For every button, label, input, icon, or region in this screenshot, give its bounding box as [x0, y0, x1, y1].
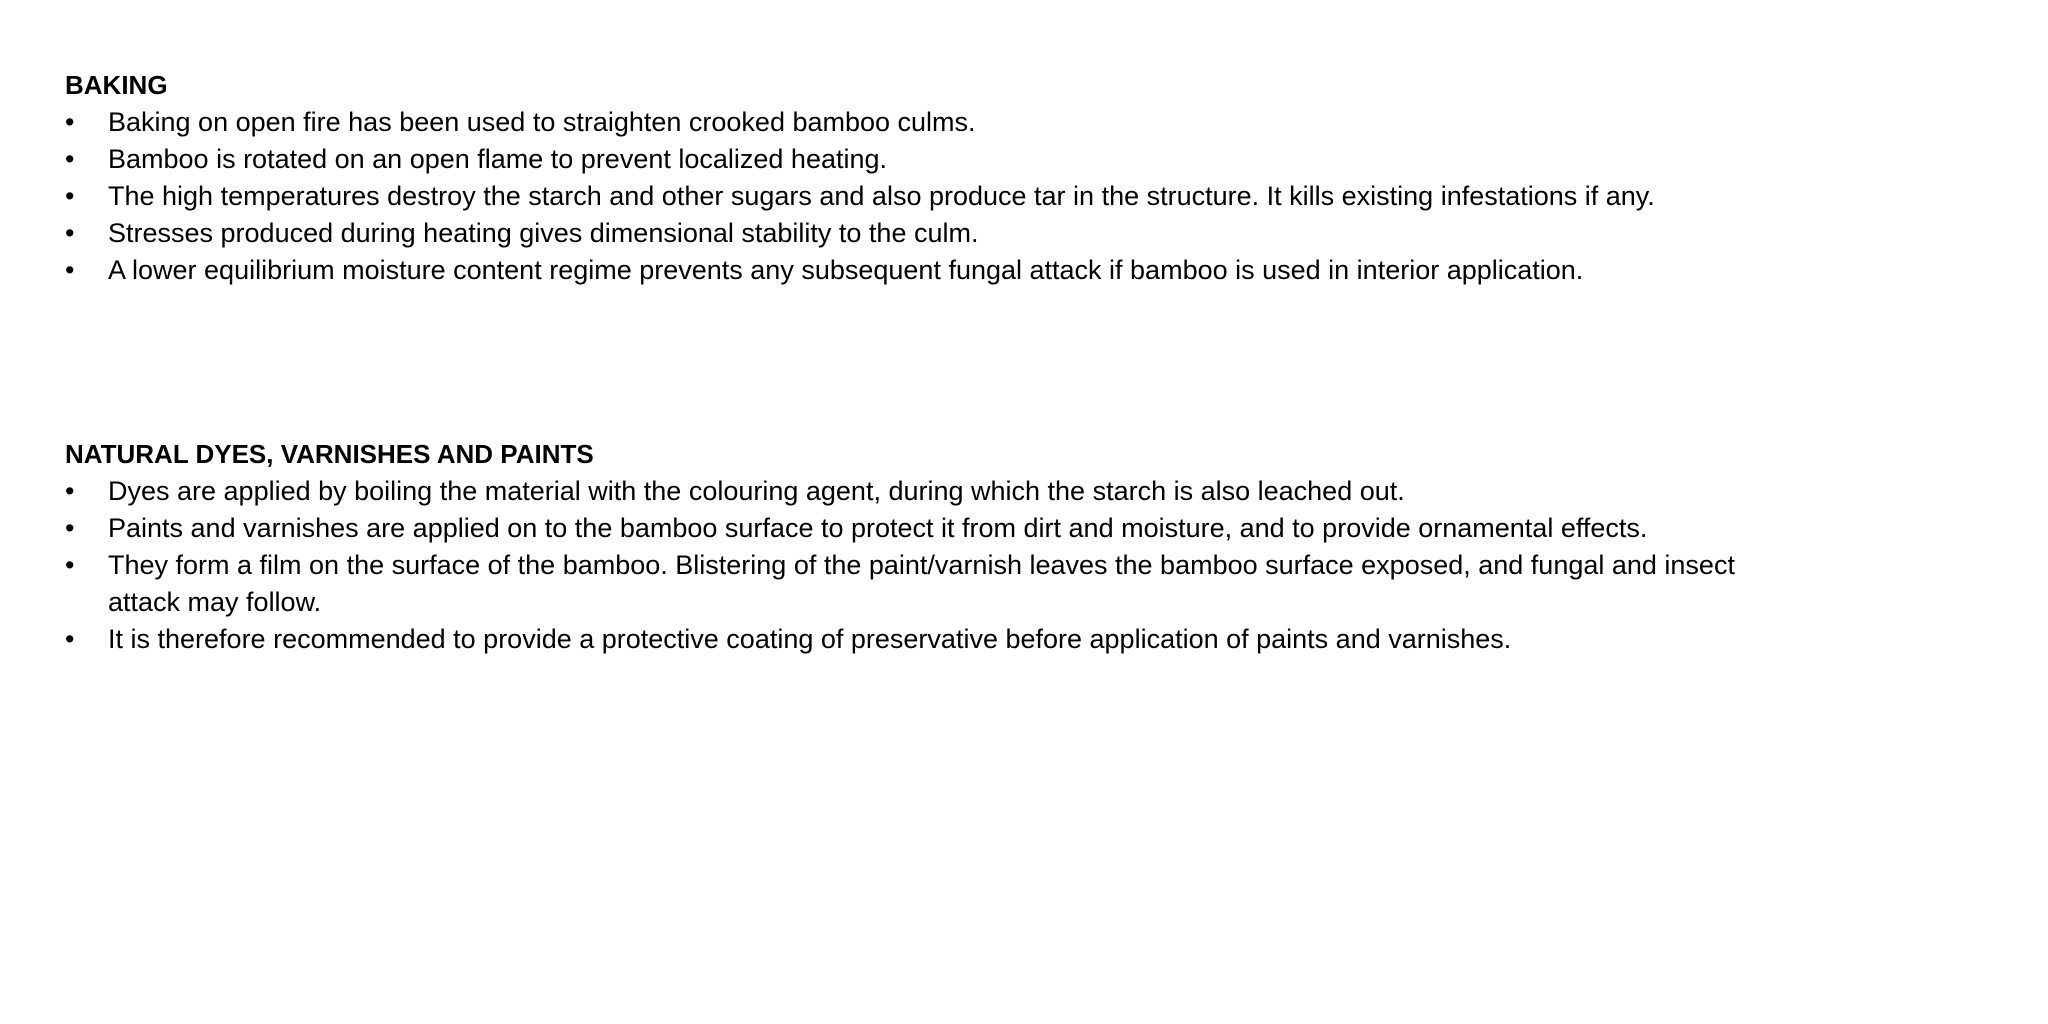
list-item [65, 510, 1785, 547]
dyes-section [65, 436, 1785, 658]
bullet-marker: • [65, 218, 75, 248]
dyes-heading: NATURAL DYES, VARNISHES AND PAINTS [65, 439, 594, 469]
list-item-text: Stresses produced during heating gives dimensional stability to the culm. [108, 218, 979, 248]
baking-section [65, 67, 1785, 289]
list-item-text: It is therefore recommended to provide a protective coating of preservative before application of paints and varnishes. [108, 624, 1512, 654]
bullet-marker: • [65, 624, 75, 654]
list-item-text: They form a film on the surface of the bamboo. Blistering of the paint/varnish leaves the bamboo surface exposed, and fungal and insect attack may follow. [108, 550, 1735, 617]
bullet-marker: • [65, 550, 75, 580]
bullet-marker: • [65, 255, 75, 285]
bullet-marker: • [65, 181, 75, 211]
list-item [65, 547, 1785, 621]
list-item-text: Dyes are applied by boiling the material with the colouring agent, during which the starch is also leached out. [108, 476, 1405, 506]
bullet-marker: • [65, 107, 75, 137]
list-item [65, 215, 1785, 252]
list-item-text: Paints and varnishes are applied on to the bamboo surface to protect it from dirt and moisture, and to provide ornamental effects. [108, 513, 1648, 543]
list-item [65, 621, 1785, 658]
list-item-text: A lower equilibrium moisture content regime prevents any subsequent fungal attack if bamboo is used in interior application. [108, 255, 1584, 285]
baking-bullet-list [65, 104, 1785, 289]
dyes-bullet-list [65, 473, 1785, 658]
bullet-marker: • [65, 513, 75, 543]
bullet-marker: • [65, 476, 75, 506]
list-item [65, 141, 1785, 178]
list-item-text: Bamboo is rotated on an open flame to prevent localized heating. [108, 144, 888, 174]
baking-heading: BAKING [65, 70, 168, 100]
list-item-text: Baking on open fire has been used to straighten crooked bamboo culms. [108, 107, 976, 137]
list-item-text: The high temperatures destroy the starch and other sugars and also produce tar in the structure. It kills existing infestations if any. [108, 181, 1655, 211]
list-item [65, 252, 1785, 289]
list-item [65, 104, 1785, 141]
list-item [65, 473, 1785, 510]
list-item [65, 178, 1785, 215]
bullet-marker: • [65, 144, 75, 174]
